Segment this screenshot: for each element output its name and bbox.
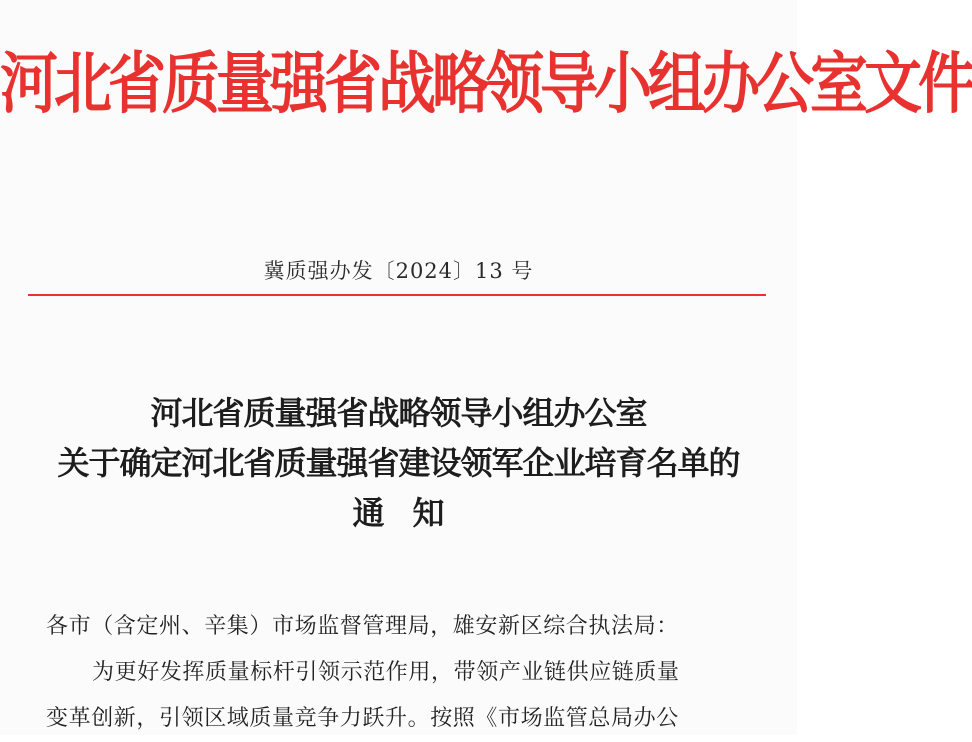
red-separator-rule: [28, 294, 766, 296]
body-paragraph-line: 变革创新，引领区域质量竞争力跃升。按照《市场监管总局办公: [46, 706, 679, 731]
notice-title-line-2: 关于确定河北省质量强省建设领军企业培育名单的: [57, 444, 740, 482]
document-header-title: 河北省质量强省战略领导小组办公室文件: [0, 44, 972, 123]
notice-title: [0, 388, 797, 538]
notice-title-line-1: 河北省质量强省战略领导小组办公室: [150, 394, 647, 432]
document-body: [46, 604, 766, 742]
document-number: 冀质强办发〔2024〕13 号: [263, 259, 534, 283]
salutation: 各市（含定州、辛集）市场监督管理局，雄安新区综合执法局：: [46, 614, 679, 639]
body-paragraph-line: 为更好发挥质量标杆引领示范作用，带领产业链供应链质量: [92, 660, 680, 685]
notice-title-line-3: 通知: [352, 494, 473, 532]
